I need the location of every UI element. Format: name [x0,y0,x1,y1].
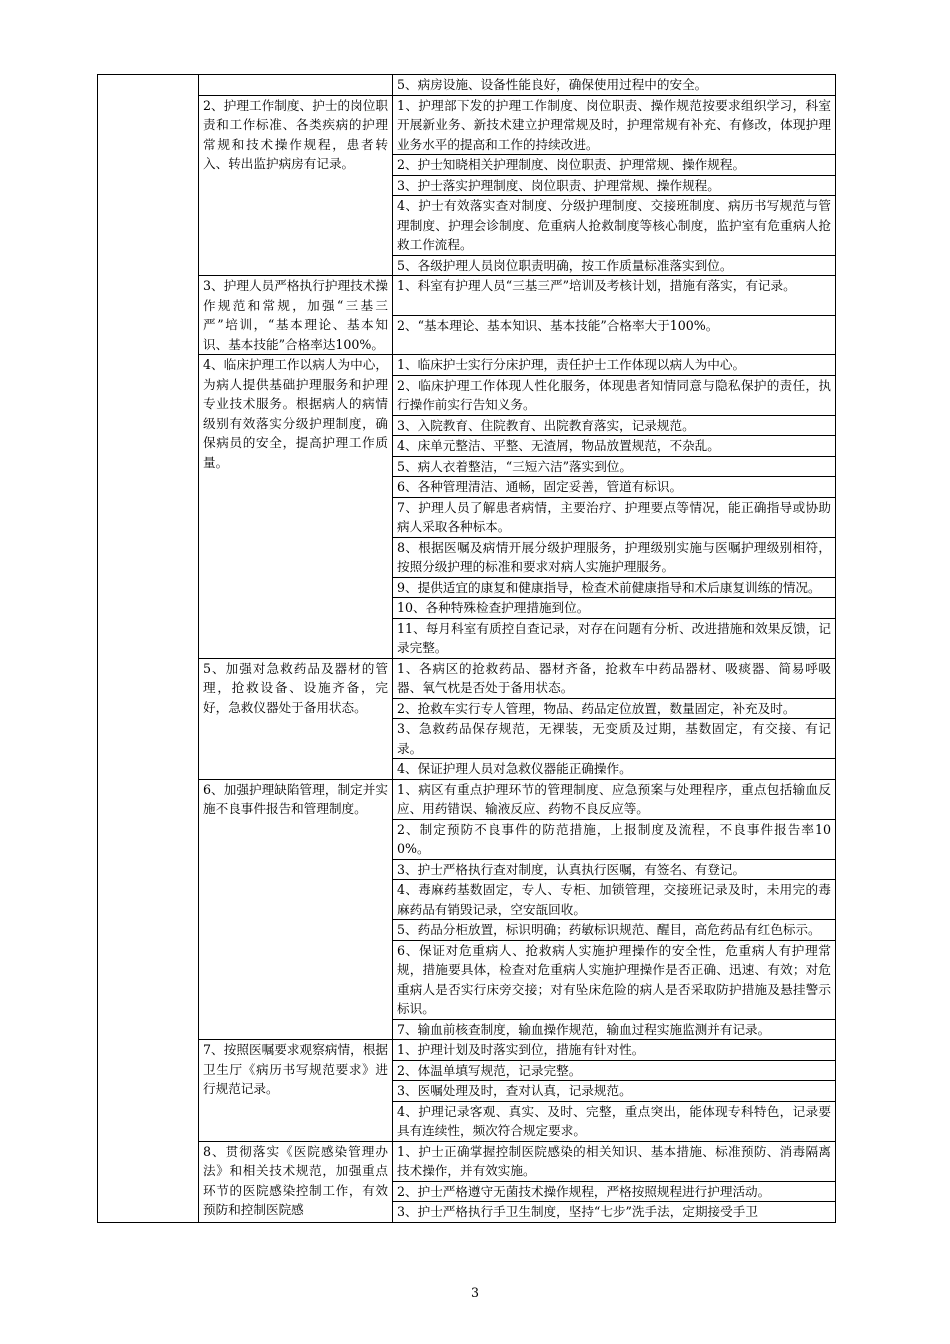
criterion-cell: 4、护士有效落实查对制度、分级护理制度、交接班制度、病历书写规范与管理制度、护理会诊制度、危重病人抢救制度等核心制度，监护室有危重病人抢救工作流程。 [393,196,836,256]
table-row [98,355,836,376]
assessment-table-body [98,75,836,1223]
criterion-cell: 1、病区有重点护理环节的管理制度、应急预案与处理程序，重点包括输血反应、用药错误、输液反应、药物不良反应等。 [393,779,836,819]
criterion-cell: 1、各病区的抢救药品、器材齐备，抢救车中药品器材、吸痰器、简易呼吸器、氧气枕是否处于备用状态。 [393,658,836,698]
criterion-cell: 5、各级护理人员岗位职责明确，按工作质量标准落实到位。 [393,255,836,276]
criterion-cell: 1、科室有护理人员“三基三严”培训及考核计划，措施有落实，有记录。 [393,276,836,316]
table-row [98,1141,836,1181]
criterion-cell: 7、输血前核查制度，输血操作规范，输血过程实施监测并有记录。 [393,1019,836,1040]
criterion-cell: 5、药品分柜放置，标识明确；药敏标识规范、醒目，高危药品有红色标示。 [393,920,836,941]
category-cell: 5、加强对急救药品及器材的管理，抢救设备、设施齐备，完好，急救仪器处于备用状态。 [199,658,393,779]
table-row [98,75,836,96]
category-cell: 8、贯彻落实《医院感染管理办法》和相关技术规范，加强重点环节的医院感染控制工作，有效预防和控制医院感 [199,1141,393,1222]
criterion-cell: 2、临床护理工作体现人性化服务，体现患者知情同意与隐私保护的责任，执行操作前实行告知义务。 [393,375,836,415]
category-cell [199,75,393,96]
criterion-cell: 1、护理计划及时落实到位，措施有针对性。 [393,1040,836,1061]
criterion-cell: 1、临床护士实行分床护理，责任护士工作体现以病人为中心。 [393,355,836,376]
section-column-cell [98,75,199,1223]
criterion-cell: 11、每月科室有质控自查记录，对存在问题有分析、改进措施和效果反馈，记录完整。 [393,618,836,658]
table-row [98,779,836,819]
criterion-cell: 1、护士正确掌握控制医院感染的相关知识、基本措施、标准预防、消毒隔离技术操作，并有效实施。 [393,1141,836,1181]
table-row [98,276,836,316]
criterion-cell: 3、护士严格执行查对制度，认真执行医嘱，有签名、有登记。 [393,859,836,880]
criterion-cell: 3、医嘱处理及时，查对认真，记录规范。 [393,1081,836,1102]
criterion-cell: 4、床单元整洁、平整、无渣屑，物品放置规范，不杂乱。 [393,436,836,457]
table-row [98,1040,836,1061]
table-row [98,658,836,698]
category-cell: 7、按照医嘱要求观察病情，根据卫生厅《病历书写规范要求》进行规范记录。 [199,1040,393,1142]
assessment-table [97,74,836,1223]
criterion-cell: 5、病房设施、设备性能良好，确保使用过程中的安全。 [393,75,836,96]
category-cell: 3、护理人员严格执行护理技术操作规范和常规，加强“三基三严”培训，“基本理论、基本知识、基本技能”合格率达100%。 [199,276,393,355]
criterion-cell: 4、保证护理人员对急救仪器能正确操作。 [393,759,836,780]
criterion-cell: 2、护士严格遵守无菌技术操作规程，严格按照规程进行护理活动。 [393,1181,836,1202]
category-cell: 6、加强护理缺陷管理，制定并实施不良事件报告和管理制度。 [199,779,393,1040]
criterion-cell: 2、护士知晓相关护理制度、岗位职责、护理常规、操作规程。 [393,155,836,176]
criterion-cell: 4、护理记录客观、真实、及时、完整，重点突出，能体现专科特色，记录要具有连续性，频次符合规定要求。 [393,1101,836,1141]
criterion-cell: 6、保证对危重病人、抢救病人实施护理操作的安全性，危重病人有护理常规，措施要具体，检查对危重病人实施护理操作是否正确、迅速、有效；对危重病人是否实行床旁交接；对有坠床危险的病人是否采取防护措施及悬挂警示标识。 [393,940,836,1019]
criterion-cell: 5、病人衣着整洁，“三短六洁”落实到位。 [393,456,836,477]
criterion-cell: 2、“基本理论、基本知识、基本技能”合格率大于100%。 [393,315,836,355]
criterion-cell: 2、制定预防不良事件的防范措施，上报制度及流程，不良事件报告率100%。 [393,819,836,859]
criterion-cell: 4、毒麻药基数固定，专人、专柜、加锁管理，交接班记录及时，未用完的毒麻药品有销毁记录，空安瓿回收。 [393,880,836,920]
criterion-cell: 2、体温单填写规范，记录完整。 [393,1060,836,1081]
category-cell: 4、临床护理工作以病人为中心，为病人提供基础护理服务和护理专业技术服务。根据病人的病情级别有效落实分级护理制度，确保病员的安全，提高护理工作质量。 [199,355,393,659]
criterion-cell: 2、抢救车实行专人管理，物品、药品定位放置，数量固定，补充及时。 [393,698,836,719]
criterion-cell: 10、各种特殊检查护理措施到位。 [393,598,836,619]
category-cell: 2、护理工作制度、护士的岗位职责和工作标准、各类疾病的护理常规和技术操作规程，患者转入、转出监护病房有记录。 [199,95,393,276]
table-row [98,95,836,155]
criterion-cell: 9、提供适宜的康复和健康指导，检查术前健康指导和术后康复训练的情况。 [393,577,836,598]
criterion-cell: 3、急救药品保存规范，无裸装，无变质及过期，基数固定，有交接、有记录。 [393,719,836,759]
criterion-cell: 7、护理人员了解患者病情，主要治疗、护理要点等情况，能正确指导或协助病人采取各种标本。 [393,497,836,537]
criterion-cell: 1、护理部下发的护理工作制度、岗位职责、操作规范按要求组织学习，科室开展新业务、新技术建立护理常规及时，护理常规有补充、有修改，体现护理业务水平的提高和工作的持续改进。 [393,95,836,155]
criterion-cell: 3、护士严格执行手卫生制度，坚持“七步”洗手法，定期接受手卫 [393,1202,836,1223]
criterion-cell: 3、护士落实护理制度、岗位职责、护理常规、操作规程。 [393,175,836,196]
page-number: 3 [470,1285,479,1300]
criterion-cell: 6、各种管理清洁、通畅，固定妥善，管道有标识。 [393,477,836,498]
criterion-cell: 8、根据医嘱及病情开展分级护理服务，护理级别实施与医嘱护理级别相符，按照分级护理的标准和要求对病人实施护理服务。 [393,537,836,577]
criterion-cell: 3、入院教育、住院教育、出院教育落实，记录规范。 [393,415,836,436]
